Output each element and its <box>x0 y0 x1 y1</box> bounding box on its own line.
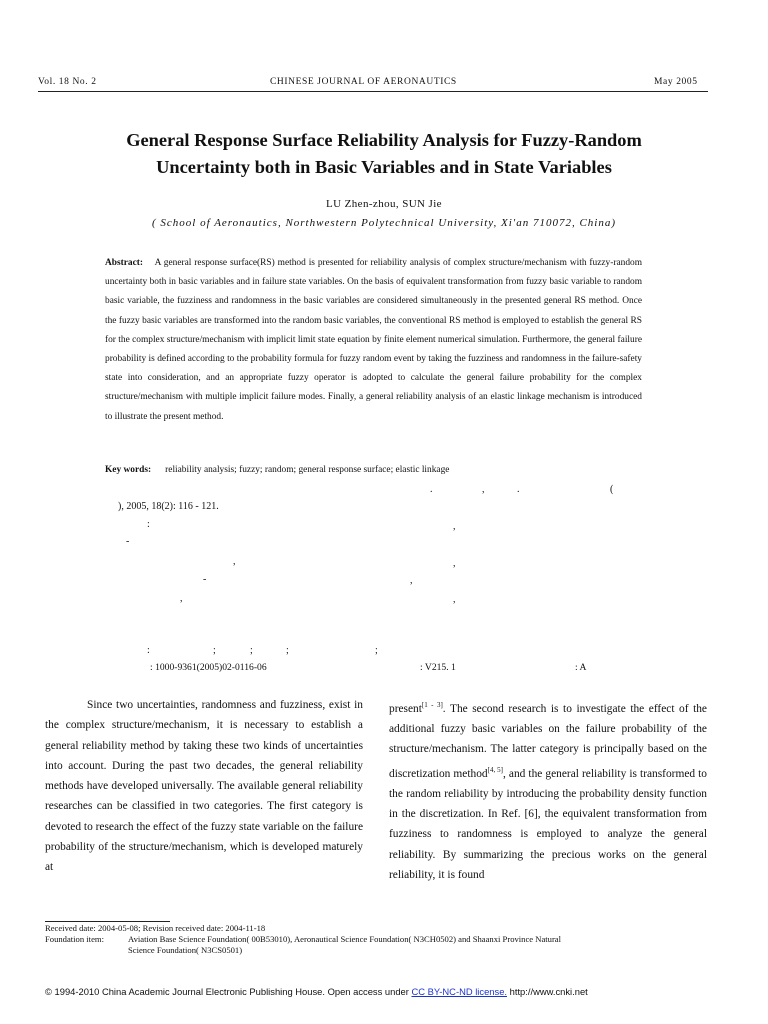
paper-title <box>30 127 738 181</box>
keywords-text: reliability analysis; fuzzy; random; general response surface; elastic linkage <box>165 465 450 475</box>
copyright-line: © 1994-2010 China Academic Journal Electronic Publishing House. Open access under CC BY-NC-ND license. http://www.cnki.net <box>45 986 588 997</box>
document-number: : 1000-9361(2005)02-0116-06 <box>150 662 267 673</box>
body-paragraph: Since two uncertainties, randomness and fuzziness, exist in the complex structure/mechanism, it is necessary to establish a general reliability method by taking these two kinds of uncertainties into account. During the past two decades, the general reliability methods have developed universally. The available general reliability researches can be classified in two categories. The first category is devoted to research the effect of the fuzzy state variable on the failure probability of the structure/mechanism, which is developed maturely at <box>45 699 363 874</box>
abstract-text: A general response surface(RS) method is presented for reliability analysis of complex structure/mechanism with fuzzy-random uncertainty both in basic variables and in failure state variables. On the basis of equivalent transformation from fuzzy basic variable to random basic variable, the fuzziness and randomness in the basic variables are considered simultaneously in the presented general RS method. Once the fuzzy basic variables are transformed into the random basic variables, the conventional RS method is employed to establish the general RS for the complex structure/mechanism with implicit limit state equation by finite element numerical simulation. Furthermore, the general failure probability is defined according to the probability formula for fuzzy random event by taking the fuzziness and randomness in the failure-safety state into consideration, and an appropriate fuzzy operator is adopted to calculate the general failure probability for the complex structure/mechanism with multiple implicit failure modes. Finally, a general reliability analysis of an elastic linkage mechanism is introduced to illustrate the present method. <box>105 258 643 422</box>
reference-marker: [1 - 3] <box>421 701 443 709</box>
abstract <box>105 254 642 427</box>
journal-name: CHINESE JOURNAL OF AERONAUTICS <box>270 77 457 87</box>
foundation-label: Foundation item: <box>45 934 104 944</box>
body-column-right <box>389 695 707 885</box>
foundation-item-continued: Science Foundation( N3CS0501) <box>128 945 243 955</box>
foundation-item: Foundation item: Aviation Base Science Foundation( 00B53010), Aeronautical Science Foundation( N3CH0502) and Shaanxi Province Natural <box>45 934 562 944</box>
footnotes <box>45 923 710 956</box>
citation-line: ), 2005, 18(2): 116 - 121. <box>118 501 219 512</box>
document-code: : A <box>575 662 587 673</box>
abstract-label: Abstract: <box>105 258 144 268</box>
title-line-1: General Response Surface Reliability Analysis for Fuzzy-Random <box>126 130 642 150</box>
volume-issue: Vol. 18 No. 2 <box>38 77 97 87</box>
issue-date: May 2005 <box>654 77 698 87</box>
classification-number: : V215. 1 <box>420 662 456 673</box>
footnote-rule <box>45 921 170 922</box>
license-link[interactable]: CC BY-NC-ND license. <box>411 986 508 997</box>
authors: LU Zhen-zhou, SUN Jie <box>326 198 442 210</box>
keywords <box>105 465 665 475</box>
body-paragraph-continued: present[1 - 3]. The second research is to investigate the effect of the additional fuzzy basic variables on the failure probability of the structure/mechanism. The latter category is principally based on the discretization method[4, 5], and the general reliability is transformed to the random reliability by introducing the probability density function in the discretization. In Ref. [6], the equivalent transformation from fuzziness to randomness is employed to analyze the general reliability. By summarizing the precious works on the general reliability, it is found <box>389 701 708 881</box>
title-line-2: Uncertainty both in Basic Variables and in State Variables <box>156 157 612 177</box>
affiliation: ( School of Aeronautics, Northwestern Polytechnical University, Xi′an 710072, China) <box>151 217 617 229</box>
keywords-label: Key words: <box>105 465 152 475</box>
header-rule <box>38 91 708 92</box>
body-column-left <box>45 695 363 878</box>
reference-marker: [4, 5] <box>487 765 503 774</box>
received-date: Received date: 2004-05-08; Revision received date: 2004-11-18 <box>45 923 266 933</box>
